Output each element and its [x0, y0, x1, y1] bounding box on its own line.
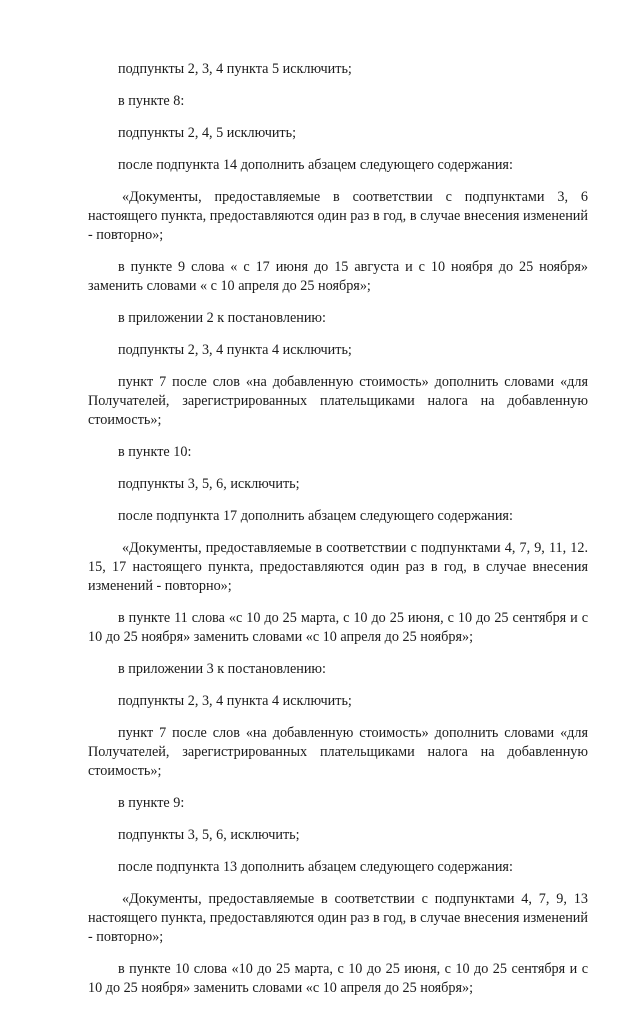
paragraph-6: в пункте 9 слова « с 17 июня до 15 августа и с 10 ноября до 25 ноября» заменить словами « с 10 апреля до 25 ноября»; — [88, 259, 588, 294]
paragraph-22: в пункте 10 слова «10 до 25 марта, с 10 до 25 июня, с 10 до 25 сентября и с 10 до 25 ноября» заменить словами «с 10 апреля до 25 ноября»; — [88, 961, 588, 996]
paragraph-11: подпункты 3, 5, 6, исключить; — [118, 476, 300, 492]
paragraph-7: в приложении 2 к постановлению: — [118, 310, 326, 326]
paragraph-3: подпункты 2, 4, 5 исключить; — [118, 125, 297, 141]
paragraph-8: подпункты 2, 3, 4 пункта 4 исключить; — [118, 342, 352, 358]
paragraph-1: подпункты 2, 3, 4 пункта 5 исключить; — [118, 61, 352, 77]
paragraph-20: после подпункта 13 дополнить абзацем следующего содержания: — [118, 859, 513, 875]
paragraph-2: в пункте 8: — [118, 93, 185, 109]
paragraph-21: «Документы, предоставляемые в соответствии с подпунктами 4, 7, 9, 13 настоящего пункта, предоставляются один раз в год, в случае внесения изменений - повторно»; — [88, 891, 588, 945]
paragraph-10: в пункте 10: — [118, 444, 192, 460]
paragraph-17: пункт 7 после слов «на добавленную стоимость» дополнить словами «для Получателей, зарегистрированных плательщиками налога на добавленную стоимость»; — [88, 725, 588, 779]
paragraph-14: в пункте 11 слова «с 10 до 25 марта, с 10 до 25 июня, с 10 до 25 сентября и с 10 до 25 ноября» заменить словами «с 10 апреля до 25 ноября»; — [88, 610, 588, 645]
paragraph-16: подпункты 2, 3, 4 пункта 4 исключить; — [118, 693, 352, 709]
paragraph-15: в приложении 3 к постановлению: — [118, 661, 326, 677]
document-body — [88, 60, 588, 1011]
paragraph-13: «Документы, предоставляемые в соответствии с подпунктами 4, 7, 9, 11, 12. 15, 17 настоящего пункта, предоставляются один раз в год, в случае внесения изменений - повторно»; — [88, 540, 588, 594]
paragraph-4: после подпункта 14 дополнить абзацем следующего содержания: — [118, 157, 513, 173]
paragraph-9: пункт 7 после слов «на добавленную стоимость» дополнить словами «для Получателей, зарегистрированных плательщиками налога на добавленную стоимость»; — [88, 374, 588, 428]
paragraph-18: в пункте 9: — [118, 795, 185, 811]
paragraph-12: после подпункта 17 дополнить абзацем следующего содержания: — [118, 508, 513, 524]
paragraph-19: подпункты 3, 5, 6, исключить; — [118, 827, 300, 843]
paragraph-5: «Документы, предоставляемые в соответствии с подпунктами 3, 6 настоящего пункта, предоставляются один раз в год, в случае внесения изменений - повторно»; — [88, 189, 588, 243]
